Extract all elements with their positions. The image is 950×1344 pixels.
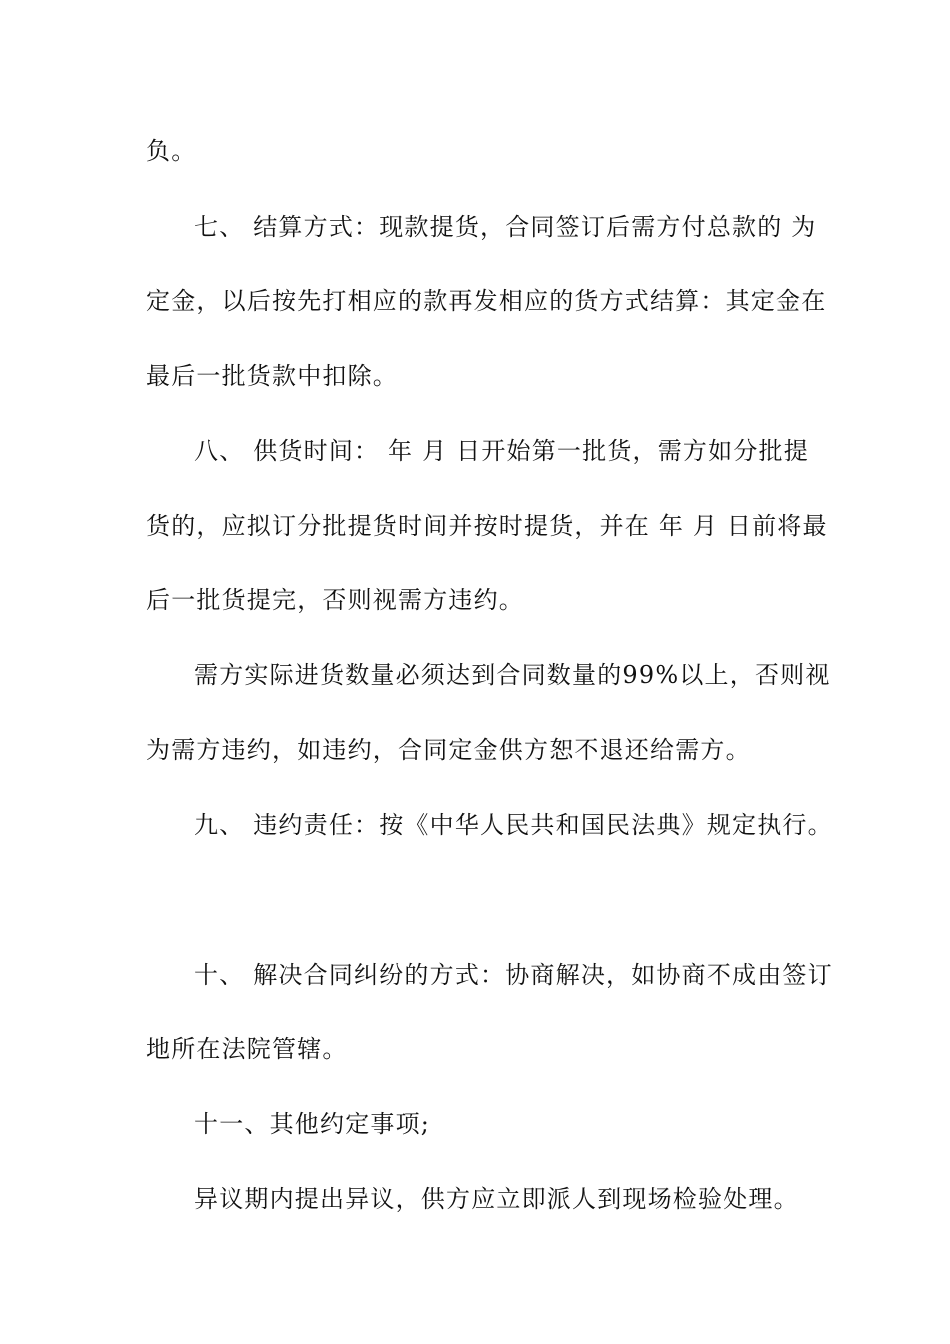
objection-handling-line: 异议期内提出异议，供方应立即派人到现场检验处理。 (194, 1185, 799, 1213)
quantity-requirement-line-2: 为需方违约，如违约，合同定金供方恕不退还给需方。 (146, 736, 751, 764)
clause-11-heading-line: 十一、其他约定事项; (194, 1110, 431, 1138)
quantity-requirement-line-1: 需方实际进货数量必须达到合同数量的99%以上，否则视 (194, 661, 831, 689)
clause-8-line-3: 后一批货提完，否则视需方违约。 (146, 586, 524, 614)
clause-7-line-3: 最后一批货款中扣除。 (146, 362, 398, 390)
clause-8-heading-line: 八、 供货时间： 年 月 日开始第一批货，需方如分批提 (194, 437, 809, 465)
clause-8-line-2: 货的，应拟订分批提货时间并按时提货，并在 年 月 日前将最 (146, 512, 828, 540)
clause-9-line: 九、 违约责任：按《中华人民共和国民法典》规定执行。 (194, 811, 833, 839)
text-line-1: 负。 (146, 137, 197, 165)
clause-10-line-2: 地所在法院管辖。 (146, 1035, 348, 1063)
clause-10-heading-line: 十、 解决合同纠纷的方式：协商解决，如协商不成由签订 (194, 961, 833, 989)
clause-7-line-2: 定金，以后按先打相应的款再发相应的货方式结算：其定金在 (146, 287, 827, 315)
clause-7-heading-line: 七、 结算方式：现款提货，合同签订后需方付总款的 为 (194, 213, 817, 241)
